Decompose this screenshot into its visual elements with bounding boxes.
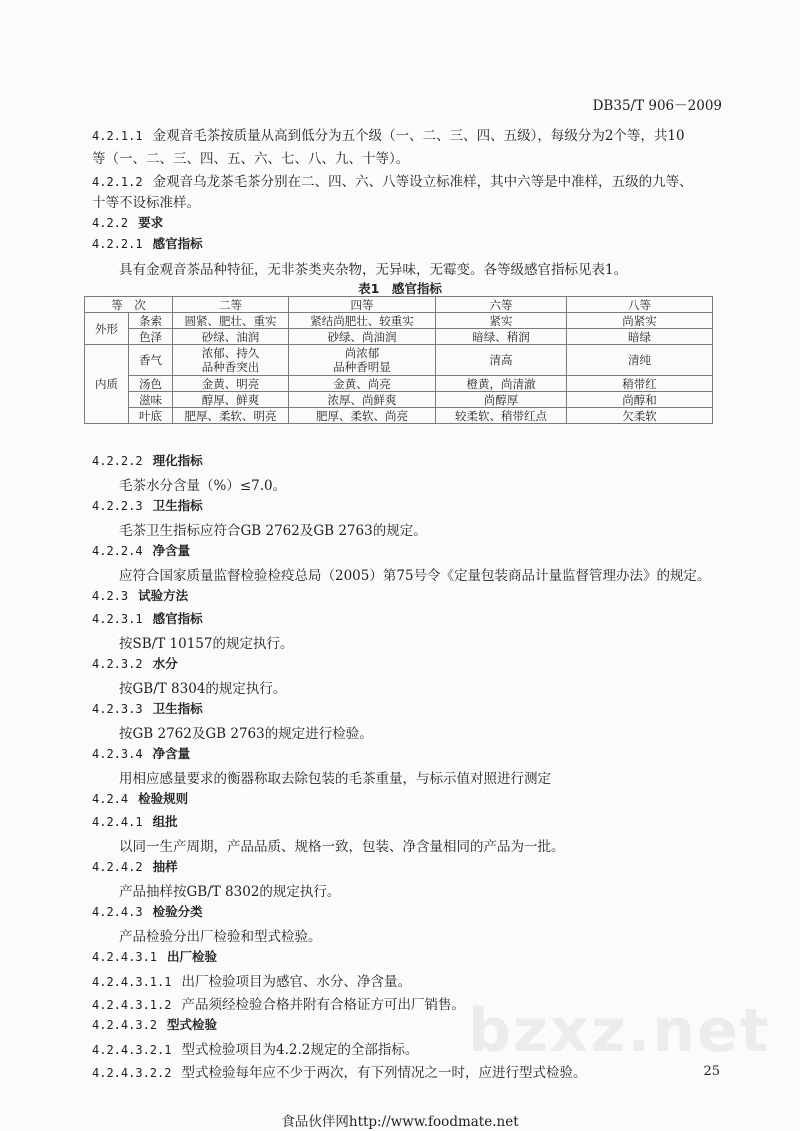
table-row: [85, 313, 713, 329]
table-row: [85, 345, 713, 376]
table-cell: 紧结尚肥壮、较重实: [289, 313, 436, 329]
document-code: DB35/T 906－2009: [592, 98, 722, 114]
section-body: 产品检验分出厂检验和型式检验。: [119, 929, 322, 945]
item-cell: 滋味: [129, 392, 173, 408]
table-cell: 欠柔软: [567, 408, 713, 424]
section-heading: 4.2.4.1 组批: [92, 814, 178, 829]
table-cell: 稍带红: [567, 376, 713, 392]
section-body: 产品抽样按GB/T 8302的规定执行。: [119, 884, 341, 900]
table-cell: 砂绿、尚油润: [289, 329, 436, 345]
table-cell: 紧实: [436, 313, 567, 329]
section-heading: 4.2.4.3.2 型式检验: [92, 1017, 218, 1032]
table-row: [85, 392, 713, 408]
section-body: 按GB/T 8304的规定执行。: [119, 681, 287, 697]
item-cell: 叶底: [129, 408, 173, 424]
table-cell: 砂绿、油润: [173, 329, 289, 345]
section-heading: 4.2.3.1 感官指标: [92, 611, 203, 626]
table-row: [85, 408, 713, 424]
header-cell: 八等: [567, 297, 713, 313]
table-cell: 尚醇厚: [436, 392, 567, 408]
group-cell: 外形: [85, 313, 129, 345]
table-cell: 暗绿: [567, 329, 713, 345]
table-cell: 尚醇和: [567, 392, 713, 408]
section-heading: 4.2.4 检验规则: [92, 791, 189, 806]
section-body: 毛茶卫生指标应符合GB 2762及GB 2763的规定。: [119, 523, 427, 539]
table-cell: 圆紧、肥壮、重实: [173, 313, 289, 329]
header-cell: 等 次: [85, 297, 173, 313]
section-body: 用相应感量要求的衡器称取去除包装的毛茶重量，与标示值对照进行测定: [119, 771, 551, 787]
clause-line: 4.2.4.3.2.2 型式检验每年应不少于两次，有下列情况之一时，应进行型式检验。: [92, 1065, 587, 1081]
header-cell: 六等: [436, 297, 567, 313]
table-cell: 金黄、尚亮: [289, 376, 436, 392]
text-line: 等（一、二、三、四、五、六、七、八、九、十等）。: [92, 151, 410, 167]
section-heading: 4.2.2.3 卫生指标: [92, 498, 203, 513]
table-cell: 清高: [436, 345, 567, 376]
table-cell: 尚浓郁 品种香明显: [289, 345, 436, 376]
clause-line: 4.2.4.3.1.2 产品须经检验合格并附有合格证方可出厂销售。: [92, 997, 465, 1013]
page-number: 25: [703, 1064, 720, 1079]
table-cell: 肥厚、柔软、尚亮: [289, 408, 436, 424]
item-cell: 条索: [129, 313, 173, 329]
section-heading: 4.2.4.3.1 出厂检验: [92, 949, 218, 964]
section-heading: 4.2.3.2 水分: [92, 656, 178, 671]
section-heading: 4.2.2 要求: [92, 215, 164, 230]
table-cell: 浓厚、尚鲜爽: [289, 392, 436, 408]
section-body: 毛茶水分含量（%）≤7.0。: [119, 478, 287, 494]
table-header-row: [85, 297, 713, 313]
section-heading: 4.2.4.2 抽样: [92, 859, 178, 874]
header-cell: 四等: [289, 297, 436, 313]
clause-line: 4.2.4.3.2.1 型式检验项目为4.2.2规定的全部指标。: [92, 1042, 419, 1058]
text-line: 4.2.1.1 金观音毛茶按质量从高到低分为五个级（一、二、三、四、五级），每级分为2个等，共10: [92, 128, 685, 144]
sensory-table: [84, 296, 713, 424]
section-heading: 4.2.3 试验方法: [92, 588, 189, 603]
section-heading: 4.2.3.3 卫生指标: [92, 701, 203, 716]
table-cell: 暗绿、稍润: [436, 329, 567, 345]
table-cell: 较柔软、稍带红点: [436, 408, 567, 424]
text-line: 4.2.1.2 金观音乌龙茶毛茶分别在二、四、六、八等设立标准样，其中六等是中准样，五级的九等、: [92, 174, 693, 190]
section-heading: 4.2.3.4 净含量: [92, 746, 191, 761]
section-body: 应符合国家质量监督检验检疫总局（2005）第75号令《定量包装商品计量监督管理办法》的规定。: [119, 568, 711, 584]
table-caption: 表1 感官指标: [358, 281, 442, 296]
table-cell: 肥厚、柔软、明亮: [173, 408, 289, 424]
table-cell: 尚紧实: [567, 313, 713, 329]
group-cell: 内质: [85, 345, 129, 424]
table-row: [85, 376, 713, 392]
item-cell: 汤色: [129, 376, 173, 392]
section-heading: 4.2.2.2 理化指标: [92, 453, 203, 468]
footer-source: 食品伙伴网http://www.foodmate.net: [281, 1114, 519, 1130]
section-body: 以同一生产周期，产品品质、规格一致，包装、净含量相同的产品为一批。: [119, 839, 565, 855]
table-row: [85, 329, 713, 345]
section-heading: 4.2.2.1 感官指标: [92, 236, 203, 251]
text-line: 十等不设标准样。: [92, 195, 200, 211]
section-body: 按GB 2762及GB 2763的规定进行检验。: [119, 726, 373, 742]
section-body: 按SB/T 10157的规定执行。: [119, 636, 294, 652]
section-heading: 4.2.2.4 净含量: [92, 543, 191, 558]
table-cell: 醇厚、鲜爽: [173, 392, 289, 408]
text-line: 具有金观音茶品种特征，无非茶类夹杂物，无异味，无霉变。各等级感官指标见表1。: [119, 262, 628, 278]
clause-line: 4.2.4.3.1.1 出厂检验项目为感官、水分、净含量。: [92, 974, 411, 990]
table-cell: 清纯: [567, 345, 713, 376]
table-cell: 橙黄，尚清澈: [436, 376, 567, 392]
table-cell: 浓郁、持久 品种香突出: [173, 345, 289, 376]
header-cell: 二等: [173, 297, 289, 313]
section-heading: 4.2.4.3 检验分类: [92, 904, 203, 919]
table-cell: 金黄、明亮: [173, 376, 289, 392]
item-cell: 香气: [129, 345, 173, 376]
item-cell: 色泽: [129, 329, 173, 345]
watermark: bzxz.net: [468, 996, 771, 1066]
